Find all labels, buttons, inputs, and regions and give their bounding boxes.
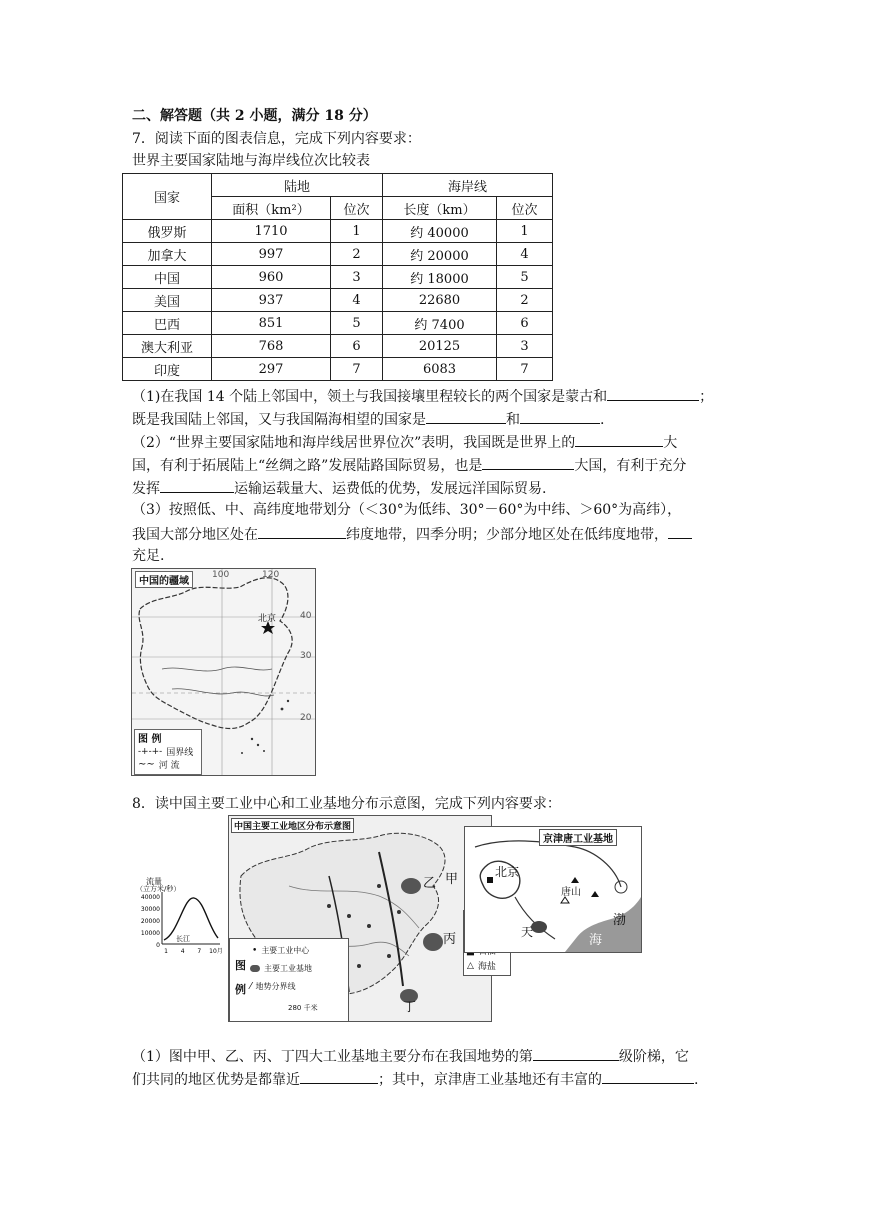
cell-rank-land: 7 — [331, 358, 383, 381]
map2-legend — [229, 938, 349, 1022]
flow-ytick-label: 20000 — [140, 918, 160, 925]
cell-rank-land: 2 — [331, 243, 383, 266]
cell-rank-land: 6 — [331, 335, 383, 358]
cell-length: 约 40000 — [383, 220, 497, 243]
q8-p1-line1 — [132, 1046, 689, 1066]
cell-area: 768 — [212, 335, 331, 358]
cell-area: 851 — [212, 312, 331, 335]
flow-ylabel: 流量 — [146, 877, 162, 886]
flow-chart-drawing — [128, 876, 228, 966]
flow-xtick-label: 4 — [180, 948, 185, 955]
border-line-icon: -+-+- — [138, 746, 163, 757]
legend-river-label: 河 流 — [158, 761, 180, 771]
flow-ytick-label: 0 — [156, 942, 160, 949]
q7-p2-line2 — [132, 455, 686, 475]
cell-area: 997 — [212, 243, 331, 266]
flow-xtick-label: 7 — [197, 948, 202, 955]
label-bing: 丙 — [443, 932, 457, 947]
table-row — [123, 358, 553, 381]
q7-p2c-text: 发挥 — [132, 481, 160, 497]
legend-river-row — [135, 758, 201, 771]
flow-ytick-label: 30000 — [140, 906, 160, 913]
answer-blank[interactable] — [668, 524, 692, 539]
table-row — [123, 243, 553, 266]
cell-length: 20125 — [383, 335, 497, 358]
q7-p2-line3 — [132, 478, 546, 498]
header-coast: 海岸线 — [383, 174, 553, 197]
map1-beijing-label: 北京 — [258, 614, 277, 624]
answer-blank[interactable] — [160, 478, 234, 493]
map1-tick-right-1: 40 — [300, 611, 312, 621]
q8-p1b-mid: ；其中，京津唐工业基地还有丰富的 — [378, 1072, 602, 1088]
q7-p1-end: ； — [699, 389, 714, 405]
map1-tick-top-2: 120 — [262, 570, 280, 580]
cell-rank-land: 5 — [331, 312, 383, 335]
cell-rank-coast: 4 — [497, 243, 553, 266]
flow-yunit: （立方米/秒） — [136, 885, 181, 893]
legend-line-label: 地势分界线 — [255, 982, 296, 991]
dot-icon: • — [252, 945, 258, 956]
flow-curve — [164, 898, 218, 940]
inset-beijing: 北京 — [495, 865, 520, 879]
flow-xtick-label: 1 — [164, 948, 168, 955]
answer-blank[interactable] — [520, 409, 600, 424]
q7-p1-line1 — [132, 386, 713, 406]
q7-p1b-text: 既是我国陆上邻国，又与我国隔海相望的国家是 — [132, 412, 426, 428]
question-7-stem: 7．阅读下面的图表信息，完成下列内容要求： — [132, 131, 421, 147]
boundary-line-icon: ⁄ — [250, 981, 252, 992]
q7-p2a-end: 大 — [663, 435, 678, 451]
res-salt-label: 海盐 — [477, 962, 496, 972]
answer-blank[interactable] — [533, 1046, 619, 1061]
label-jia: 甲 — [445, 872, 459, 887]
cell-rank-land: 3 — [331, 266, 383, 289]
cell-country: 俄罗斯 — [123, 220, 212, 243]
label-yi: 乙 — [423, 876, 437, 891]
table-body — [123, 220, 553, 381]
cell-country: 美国 — [123, 289, 212, 312]
flow-ytick-label: 40000 — [140, 894, 160, 901]
cell-rank-coast: 3 — [497, 335, 553, 358]
answer-blank[interactable] — [258, 524, 346, 539]
china-territory-map — [131, 568, 316, 776]
flow-series-label: 长江 — [176, 935, 190, 943]
header-rank-land: 位次 — [331, 197, 383, 220]
flow-xtick-label: 10月 — [209, 948, 223, 955]
cell-rank-coast: 2 — [497, 289, 553, 312]
cell-country: 印度 — [123, 358, 212, 381]
comparison-table — [122, 173, 553, 381]
cell-rank-coast: 7 — [497, 358, 553, 381]
flow-ytick-label: 10000 — [140, 930, 160, 937]
cell-country: 巴西 — [123, 312, 212, 335]
table-row — [123, 312, 553, 335]
cell-rank-land: 4 — [331, 289, 383, 312]
industry-map — [228, 815, 496, 1022]
cell-length: 6083 — [383, 358, 497, 381]
header-length: 长度（km） — [383, 197, 497, 220]
q7-p2b-end: 大国，有利于充分 — [574, 458, 687, 474]
answer-blank[interactable] — [300, 1069, 378, 1084]
map1-legend — [134, 729, 202, 775]
cell-length: 约 20000 — [383, 243, 497, 266]
cell-rank-coast: 1 — [497, 220, 553, 243]
inset-hai: 海 — [589, 933, 603, 948]
label-ding: 丁 — [403, 1000, 417, 1015]
legend-border-label: 国界线 — [166, 748, 194, 758]
cell-country: 加拿大 — [123, 243, 212, 266]
header-country: 国家 — [123, 174, 212, 220]
table-row — [123, 220, 553, 243]
q8-p1-line2 — [132, 1069, 698, 1089]
header-land: 陆地 — [212, 174, 383, 197]
q7-p2b-text: 国，有利于拓展陆上“丝绸之路”发展陆路国际贸易，也是 — [132, 458, 483, 474]
map1-tick-top-1: 100 — [212, 570, 230, 580]
cell-area: 1710 — [212, 220, 331, 243]
inset-tianjin: 天 — [521, 925, 534, 939]
q7-p2a-text: （2）“世界主要国家陆地和海岸线居世界位次”表明，我国既是世界上的 — [132, 435, 576, 451]
q8-p1a-end: 级阶梯，它 — [618, 1049, 689, 1065]
q7-p3b-text: 我国大部分地区处在 — [132, 527, 258, 543]
map1-legend-title: 图 例 — [138, 734, 162, 745]
q8-p1b-end: . — [694, 1072, 699, 1088]
q7-p3-line3: 充足. — [132, 548, 165, 564]
section-title: 二、解答题（共 2 小题，满分 18 分） — [132, 108, 377, 124]
map1-title: 中国的疆域 — [135, 571, 193, 588]
inset-bo: 渤 — [613, 913, 627, 928]
map2-title: 中国主要工业地区分布示意图 — [231, 818, 354, 833]
river-line-icon: ∼∼ — [138, 759, 155, 770]
q7-p1b-end: . — [600, 412, 605, 428]
question-8-stem: 8．读中国主要工业中心和工业基地分布示意图，完成下列内容要求： — [132, 796, 561, 812]
cell-length: 22680 — [383, 289, 497, 312]
legend-base-label: 主要工业基地 — [264, 964, 312, 973]
q7-p3b-mid: 纬度地带，四季分明；少部分地区处在低纬度地带， — [346, 527, 668, 543]
res-salt-row — [464, 958, 510, 973]
answer-blank[interactable] — [602, 1069, 694, 1084]
map1-tick-right-3: 20 — [300, 713, 312, 723]
inset-title: 京津唐工业基地 — [539, 829, 617, 846]
cell-length: 约 18000 — [383, 266, 497, 289]
q8-p1a-text: （1）图中甲、乙、丙、丁四大工业基地主要分布在我国地势的第 — [132, 1049, 533, 1065]
cell-rank-coast: 5 — [497, 266, 553, 289]
q7-p1b-and: 和 — [506, 412, 520, 428]
salt-triangle-icon: △ — [467, 960, 474, 971]
legend-center-row — [252, 945, 309, 956]
answer-blank[interactable] — [482, 455, 574, 470]
blob-icon — [250, 965, 260, 972]
map2-scale: 280 千米 — [288, 1004, 318, 1012]
map2-legend-title2: 例 — [235, 983, 246, 996]
legend-base-row — [250, 963, 312, 974]
table-row — [123, 266, 553, 289]
answer-blank[interactable] — [607, 386, 699, 401]
header-rank-coast: 位次 — [497, 197, 553, 220]
q7-p2c-end: 运输运载量大、运费低的优势，发展远洋国际贸易. — [234, 481, 547, 497]
answer-blank[interactable] — [575, 432, 663, 447]
table-caption: 世界主要国家陆地与海岸线位次比较表 — [132, 153, 370, 169]
cell-country: 澳大利亚 — [123, 335, 212, 358]
q7-p3-line2 — [132, 524, 692, 544]
legend-center-label: 主要工业中心 — [261, 946, 310, 955]
cell-rank-land: 1 — [331, 220, 383, 243]
cell-country: 中国 — [123, 266, 212, 289]
cell-length: 约 7400 — [383, 312, 497, 335]
cell-area: 297 — [212, 358, 331, 381]
legend-border-row — [135, 745, 201, 758]
q8-p1b-text: 们共同的地区优势是都靠近 — [132, 1072, 300, 1088]
answer-blank[interactable] — [426, 409, 506, 424]
table-row — [123, 289, 553, 312]
inset-tangshan: 唐山 — [561, 887, 581, 898]
q7-p1-line2 — [132, 409, 604, 429]
table-row — [123, 335, 553, 358]
map1-tick-right-2: 30 — [300, 651, 312, 661]
jingjintang-inset-map — [464, 826, 642, 953]
flow-chart — [128, 876, 228, 966]
q7-p1-text: （1)在我国 14 个陆上邻国中，领土与我国接壤里程较长的两个国家是蒙古和 — [132, 389, 608, 405]
cell-area: 937 — [212, 289, 331, 312]
legend-line-row — [250, 981, 296, 992]
map2-legend-title: 图 — [235, 959, 246, 972]
cell-rank-coast: 6 — [497, 312, 553, 335]
q7-p3-line1: （3）按照低、中、高纬度地带划分（＜30°为低纬、30°－60°为中纬、＞60°为高纬）， — [132, 502, 682, 518]
q7-p2-line1 — [132, 432, 677, 452]
cell-area: 960 — [212, 266, 331, 289]
header-area: 面积（km²） — [212, 197, 331, 220]
